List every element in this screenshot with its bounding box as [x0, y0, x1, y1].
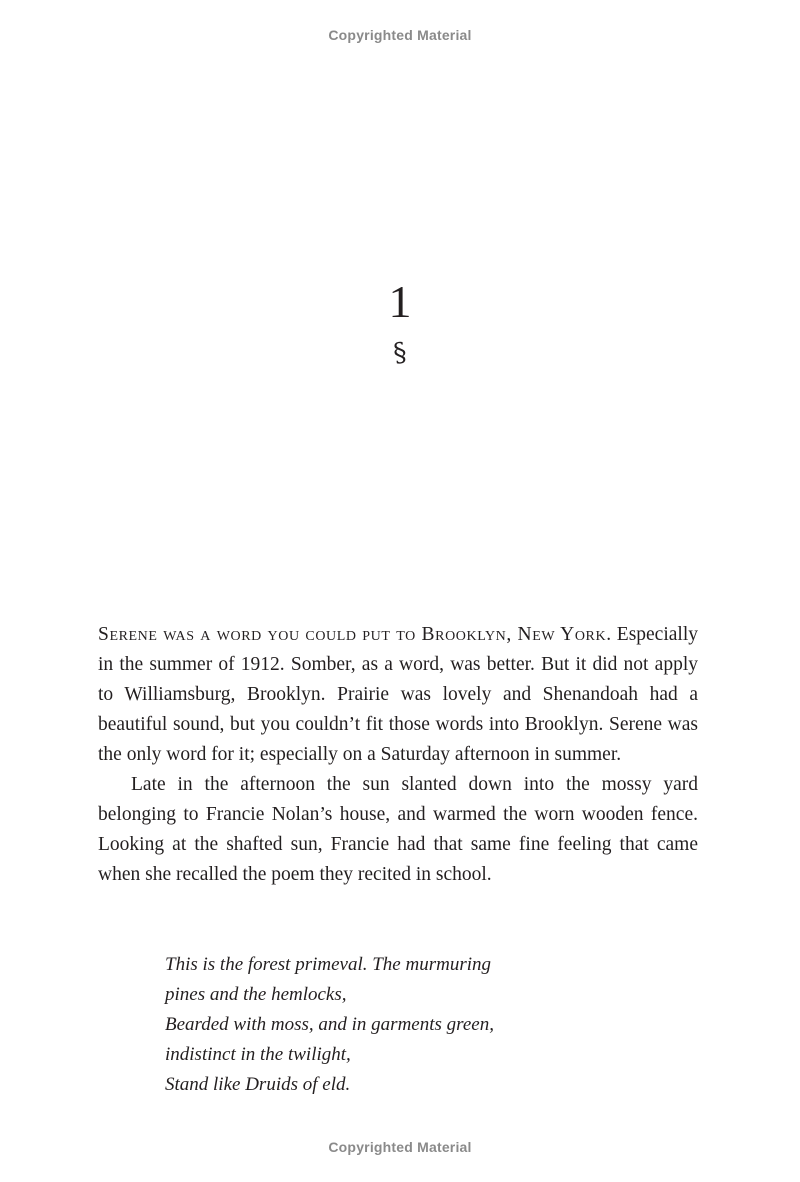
poem-quote — [165, 950, 685, 1100]
copyright-watermark-bottom: Copyrighted Material — [328, 1139, 472, 1155]
paragraph-1 — [98, 620, 698, 770]
chapter-number: 1 — [388, 276, 412, 327]
paragraph-1-text: Especially in the summer of 1912. Somber, as a word, was better. But it did not apply to Williamsburg, Brooklyn. Prairie was lovely and Shenandoah had a beautiful sound, but you couldn’t fit those words into Brooklyn. Serene was the only word for it; especially on a Saturday afternoon in summer. — [98, 624, 698, 765]
paragraph-2: Late in the afternoon the sun slanted down into the mossy yard belonging to Francie Nolan’s house, and warmed the worn wooden fence. Looking at the shafted sun, Francie had that same fine feeling that came when she recalled the poem they recited in school. — [98, 774, 698, 885]
poem-line: Bearded with moss, and in garments green, — [165, 1014, 494, 1035]
poem-line: Stand like Druids of eld. — [165, 1074, 351, 1095]
poem-line: pines and the hemlocks, — [165, 984, 347, 1005]
opening-smallcaps: Serene was a word you could put to Brooklyn, New York. — [98, 624, 612, 645]
poem-line: indistinct in the twilight, — [165, 1044, 351, 1065]
chapter-body — [98, 620, 698, 890]
chapter-ornament-icon: § — [391, 337, 409, 369]
poem-line: This is the forest primeval. The murmuring — [165, 954, 491, 975]
copyright-watermark-top: Copyrighted Material — [328, 27, 472, 43]
